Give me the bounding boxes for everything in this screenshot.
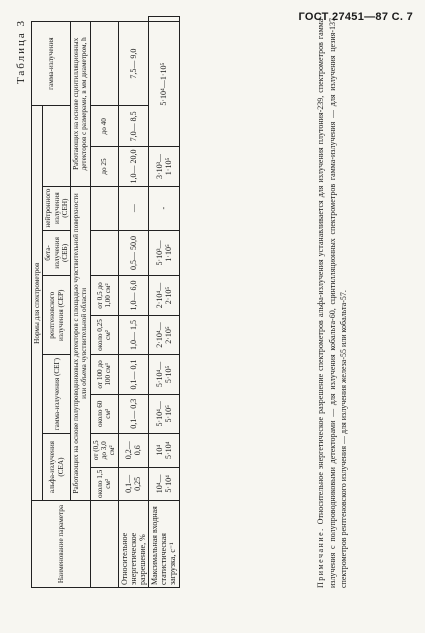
value-cell: -	[149, 186, 180, 230]
value-cell: 0,2— 0,6	[118, 433, 149, 467]
value-cell: 10⁴— 5·10⁴	[149, 467, 180, 501]
value-cell: 2·10⁴— 2·10⁵	[149, 315, 180, 354]
param-header: Наименование параметра	[32, 501, 91, 588]
value-cell: 1,0— 6,0	[118, 276, 149, 315]
size-cell: от 0,5 до 1,00 см²	[90, 276, 118, 315]
value-cell: 5·10⁴—1·10⁵	[149, 22, 180, 147]
value-cell: 7,0— 8,5	[118, 106, 149, 147]
value-cell: 0,1— 0,1	[118, 355, 149, 394]
note-text: Относительное энергетическое разрешение спектрометров альфа-излучения устанавливается для излучения плутония-239, спектрометров гамма-излучения с полупроводниковыми детекторами — для излучения кобальта-60, сцинтилляционных спектрометров гамма-излучения — для излучения цезия-137, спектрометров рентгеновского излучения — для излучения железа-55 или кобальта-57.	[316, 16, 349, 588]
value-cell: 0,1— 0,25	[118, 467, 149, 501]
row-label: Максимальная входная статистическая загрузка, с⁻¹	[149, 501, 180, 588]
group-header: рентгеновского излучения (СЕР)	[43, 276, 71, 355]
table-row	[32, 17, 43, 588]
value-cell: 5·10³— 1·10⁵	[149, 230, 180, 276]
size-cell: около 60 см³	[90, 394, 118, 433]
size-cell: до 40	[90, 106, 118, 147]
value-cell: 7,5— 9,0	[118, 22, 149, 106]
empty-cell	[90, 186, 118, 230]
value-cell: 1,0— 1,5	[118, 315, 149, 354]
value-cell: 3·10³— 1·10⁵	[149, 147, 180, 186]
group-header: гамма-излучения (СЕГ)	[43, 355, 71, 434]
size-cell: от 100 до 100 см³	[90, 355, 118, 394]
value-cell: 2·10⁴— 2·10⁵	[149, 276, 180, 315]
gamma-count-header: гамма-излучения	[32, 22, 71, 106]
norms-header: Нормы для спектрометров	[32, 106, 43, 501]
value-cell	[149, 17, 180, 22]
semi-desc: Работающих на основе полупроводниковых детекторов с площадью чувствительной поверхности или объема чувствительной области	[71, 186, 91, 500]
rotated-table-block	[13, 13, 405, 588]
value-cell: 5·10⁴— 5·10⁵	[149, 394, 180, 433]
value-cell: 0,1— 0,3	[118, 394, 149, 433]
document-header: ГОСТ 27451—87 С. 7	[298, 11, 413, 23]
size-cell: около 1,5 см²	[90, 467, 118, 501]
group-header: нейтронного излучения (СЕН)	[43, 186, 71, 230]
row-label: Относительное энергетическое разрешение, %	[118, 501, 149, 588]
value-cell: 10⁴ 5·10⁴	[149, 433, 180, 467]
value-cell: 0,5— 50,0	[118, 230, 149, 276]
norms-table	[31, 16, 180, 588]
empty-cell	[90, 501, 118, 588]
note-label: Примечание.	[316, 527, 325, 588]
empty-cell	[43, 106, 71, 186]
group-header: альфа-излучения (СЕА)	[43, 433, 71, 500]
value-cell: 5·10⁴— 5·10⁵	[149, 355, 180, 394]
table-row	[149, 17, 180, 588]
size-cell: от (0,5 до 3,0 см²	[90, 433, 118, 467]
table-row	[90, 17, 118, 588]
table-caption: Таблица 3	[15, 19, 27, 85]
scint-desc: Работающих на основе сцинтилляционных детекторов с размерами, в мм диаметром, h	[71, 22, 91, 187]
value-cell: —	[118, 186, 149, 230]
table-note	[315, 16, 350, 588]
size-cell: около 0,25 см²	[90, 315, 118, 354]
table-row	[118, 17, 149, 588]
empty-cell	[90, 22, 118, 106]
size-cell: до 25	[90, 147, 118, 186]
empty-cell	[90, 230, 118, 276]
value-cell: 1,0— 20,0	[118, 147, 149, 186]
group-header: бета-излучения (СЕБ)	[43, 230, 71, 276]
